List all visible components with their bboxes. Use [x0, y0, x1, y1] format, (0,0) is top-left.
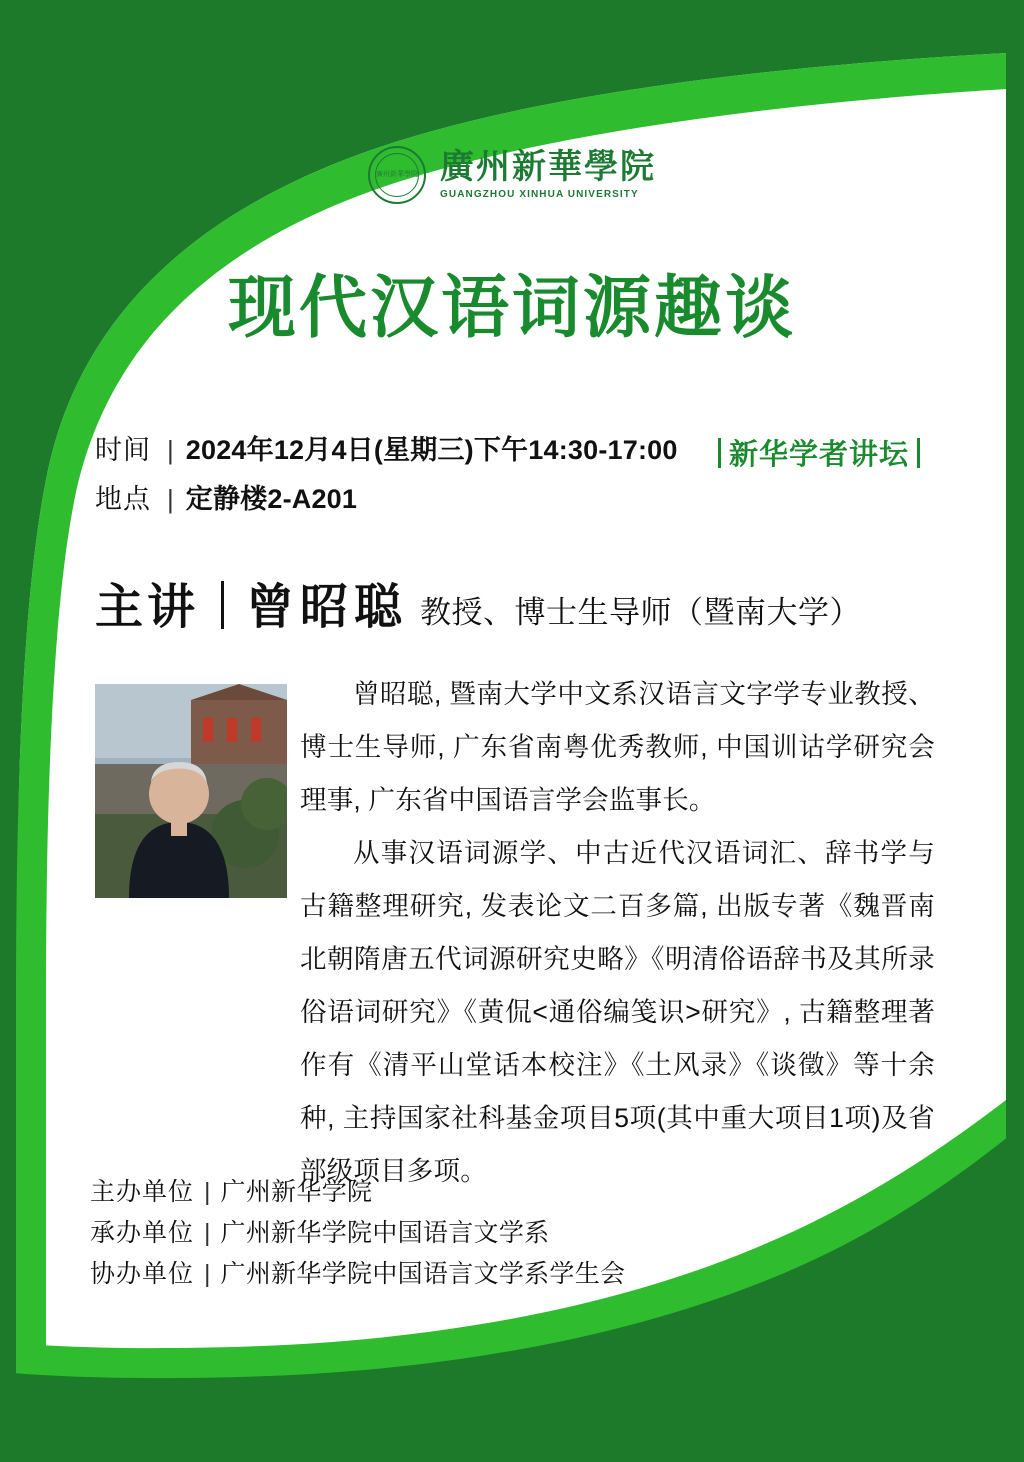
meta-value-time: 2024年12月4日(星期三)下午14:30-17:00	[185, 435, 678, 465]
university-seal-icon	[368, 146, 426, 204]
speaker-title: 教授、博士生导师（暨南大学）	[420, 595, 862, 630]
university-seal-text: 廣州新華學院	[376, 171, 418, 179]
university-logo	[0, 146, 1024, 204]
organizer-separator-host: |	[204, 1178, 211, 1206]
organizer-separator-organizer: |	[204, 1219, 211, 1247]
speaker-photo	[95, 684, 287, 898]
badge-bar-left	[718, 438, 721, 468]
meta-label-time: 时间	[95, 435, 151, 465]
badge-bar-right	[917, 438, 920, 468]
university-name-en: GUANGZHOU XINHUA UNIVERSITY	[440, 188, 639, 200]
speaker-name: 曾昭聪	[246, 581, 409, 634]
speaker-divider	[221, 581, 224, 629]
university-name-cn: 廣州新華學院	[440, 147, 656, 188]
organizer-value-host: 广州新华学院	[220, 1178, 373, 1206]
forum-series-badge	[710, 432, 928, 473]
speaker-photo-illustration	[95, 684, 287, 898]
meta-row-location	[95, 477, 715, 516]
speaker-key-label: 主讲	[95, 581, 200, 634]
speaker-heading	[95, 568, 861, 637]
meta-separator-time: |	[167, 435, 174, 465]
organizer-label-host: 主办单位	[90, 1178, 195, 1206]
meta-separator-location: |	[167, 484, 174, 514]
organizer-row-coorganizer	[90, 1254, 625, 1295]
organizer-label-coorganizer: 协办单位	[90, 1260, 195, 1288]
organizer-row-host	[90, 1172, 625, 1213]
organizer-value-coorganizer: 广州新华学院中国语言文学系学生会	[220, 1260, 626, 1288]
bio-paragraph-2: 从事汉语词源学、中古近代汉语词汇、辞书学与古籍整理研究, 发表论文二百多篇, 出版专著《魏晋南北朝隋唐五代词源研究史略》《明清俗语辞书及其所录俗语词研究》《黄侃<通俗编笺识>研究》, 古籍整理著作有《清平山堂话本校注》《土风录》《谈徵》等十余种, 主持国家社科基金项目5项(其中重大项目1项)及省部级项目多项。	[300, 838, 935, 1186]
meta-value-location: 定静楼2-A201	[185, 484, 358, 514]
organizer-label-organizer: 承办单位	[90, 1219, 195, 1247]
meta-row-time	[95, 428, 715, 467]
bio-paragraph-1: 曾昭聪, 暨南大学中文系汉语言文字学专业教授、博士生导师, 广东省南粤优秀教师, 中国训诂学研究会理事, 广东省中国语言学会监事长。	[300, 679, 935, 815]
speaker-bio	[300, 668, 935, 1198]
event-meta	[95, 428, 715, 526]
organizer-row-organizer	[90, 1213, 625, 1254]
page-title: 现代汉语词源趣谈	[227, 269, 796, 348]
meta-label-location: 地点	[95, 484, 151, 514]
organizer-separator-coorganizer: |	[204, 1260, 211, 1288]
organizer-list	[90, 1172, 625, 1295]
forum-series-label: 新华学者讲坛	[728, 439, 909, 471]
university-name-block	[440, 147, 656, 200]
organizer-value-organizer: 广州新华学院中国语言文学系	[220, 1219, 550, 1247]
